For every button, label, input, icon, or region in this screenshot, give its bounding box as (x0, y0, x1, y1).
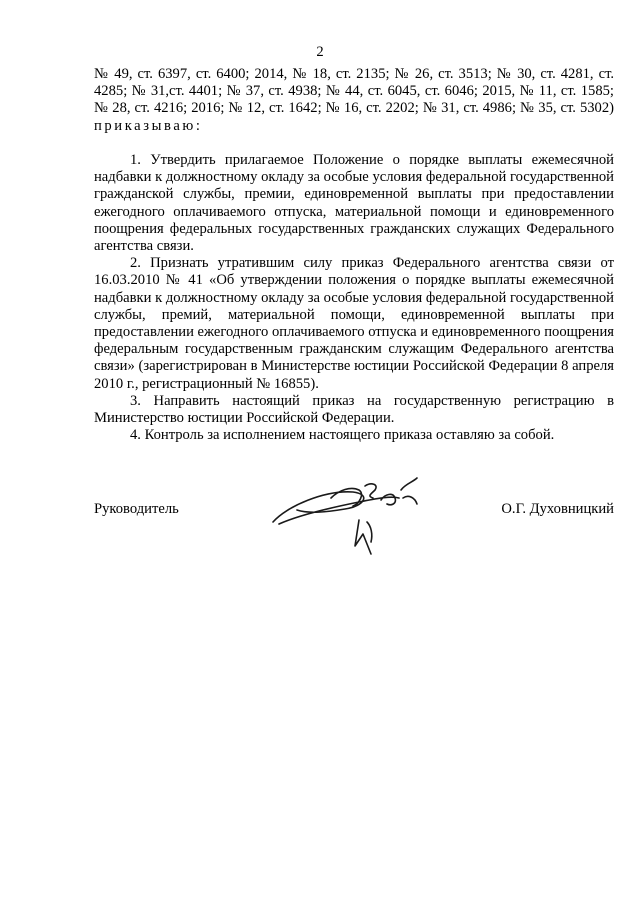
order-item-1: 1. Утвердить прилагаемое Положение о порядке выплаты ежемесячной надбавки к должностному окладу за особые условия федеральной государственной гражданской службы, премии, единовременной выплаты при предоставлении ежегодного оплачиваемого отпуска, материальной помощи и единовременного поощрения федеральных государственных гражданских служащих Федерального агентства связи. (94, 152, 614, 255)
order-item-3: 3. Направить настоящий приказ на государственную регистрацию в Министерство юстиции Российской Федерации. (94, 392, 614, 427)
legal-references-text: № 49, ст. 6397, ст. 6400; 2014, № 18, ст. 2135; № 26, ст. 3513; № 30, ст. 4281, ст. 4285; № 31,ст. 4401; № 37, ст. 4938; № 44, ст. 6045, ст. 6046; 2015, № 11, ст. 1585; № 28, ст. 4216; 2016; № 12, ст. 1642; № 16, ст. 2202; № 31, ст. 4986; № 35, ст. 5302) (94, 66, 614, 117)
signer-title: Руководитель (94, 501, 179, 517)
signer-name: О.Г. Духовницкий (501, 501, 614, 517)
order-item-4: 4. Контроль за исполнением настоящего приказа оставляю за собой. (130, 427, 555, 444)
page-number: 2 (316, 44, 324, 60)
handwritten-signature (267, 476, 437, 566)
legal-references-paragraph (94, 66, 614, 135)
order-word: приказываю: (94, 117, 203, 134)
order-item-2: 2. Признать утратившим силу приказ Федерального агентства связи от 16.03.2010 № 41 «Об утверждении положения о порядке выплаты ежемесячной надбавки к должностному окладу за особые условия федеральной государственной службы, премий, материальной помощи, единовременной выплаты при предоставлении ежегодного оплачиваемого отпуска и единовременного поощрения федеральным государственным гражданским служащим Федерального агентства связи» (зарегистрирован в Министерстве юстиции Российской Федерации 8 апреля 2010 г., регистрационный № 16855). (94, 255, 614, 392)
order-items (94, 152, 614, 444)
signature-block (94, 496, 614, 586)
